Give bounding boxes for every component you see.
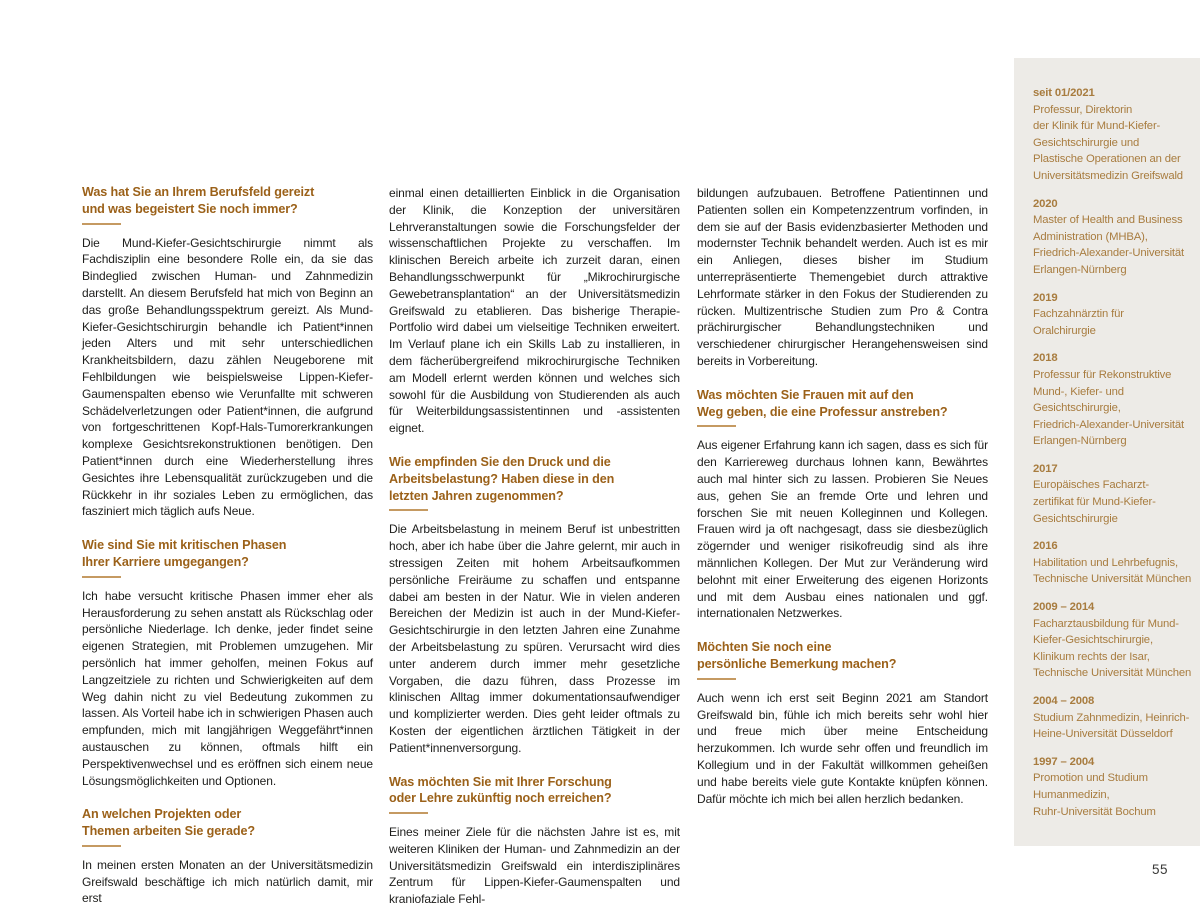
cv-entry xyxy=(1033,290,1192,340)
cv-entry xyxy=(1033,350,1192,450)
question-underline xyxy=(389,509,428,511)
interview-column-1 xyxy=(82,185,373,907)
interview-answer: Auch wenn ich erst seit Beginn 2021 am Standort Greifswald bin, fühle ich mich bereits sehr wohl hier und freue mich über meine Entscheidung herzukommen. Ich wurde sehr offen und freundlich im Kollegium und in der Fakultät willkommen geheißen und habe bereits viele gute Kontakte knüpfen können. Dafür möchte ich mich bei allen herzlich bedanken. xyxy=(697,690,988,806)
interview-question: Was hat Sie an Ihrem Berufsfeld gereizt und was begeistert Sie noch immer? xyxy=(82,185,315,216)
cv-entry xyxy=(1033,754,1192,820)
interview-question: Wie empfinden Sie den Druck und die Arbeitsbelastung? Haben diese in den letzten Jahren zugenommen? xyxy=(389,454,615,503)
interview-answer: Aus eigener Erfahrung kann ich sagen, dass es sich für den Karriereweg durchaus lohnen kann, Bewährtes auch mal hinter sich zu lassen. Probieren Sie Neues aus, gehen Sie an fremde Orte und lehren und forschen Sie mit neuen Kolleginnen und Kollegen. Frauen wird ja oft nachgesagt, dass sie diesbezüglich zögernder und weniger risikofreudig sind als ihre männlichen Kollegen. Der Mut zur Veränderung wird belohnt mit einer Erweiterung des eigenen Horizonts und mit dem Ausbau eines nationalen und ggf. internationalen Netzwerkes. xyxy=(697,438,988,621)
cv-entry-date: 2020 xyxy=(1033,197,1058,210)
interview-answer: Die Arbeitsbelastung in meinem Beruf ist unbestritten hoch, aber ich habe über die Jahre gelernt, mir auch in stressigen Zeiten mit hohem Arbeitsaufkommen persönliche Freiräume zu schaffen und entspanne dabei am besten in der Natur. Wie in vielen anderen Bereichen der Medizin ist auch in der Mund-Kiefer-Gesichtschirurgie in den letzten Jahren eine Zunahme der Arbeitsbelastung zu spüren. Verursacht wird dies unter anderem durch immer mehr gesetzliche Vorgaben, die dazu führen, dass Prozesse im klinischen Alltag immer dokumentationsaufwendiger und komplizierter werden. Dies geht leider oftmals zu Kosten der eigentlichen ärztlichen Tätigkeit in der Patient*innenversorgung. xyxy=(389,522,680,755)
cv-entry xyxy=(1033,599,1192,682)
cv-entry-text: Europäisches Facharzt- zertifikat für Mund-Kiefer- Gesichtschirurgie xyxy=(1033,479,1156,525)
question-underline xyxy=(697,678,736,680)
interview-column-2 xyxy=(389,185,680,908)
cv-entry-date: 2009 – 2014 xyxy=(1033,601,1095,614)
cv-entry-text: Master of Health and Business Administration (MHBA), Friedrich-Alexander-Universität Erlangen-Nürnberg xyxy=(1033,214,1185,276)
cv-entry-date: seit 01/2021 xyxy=(1033,87,1095,99)
cv-entry-date: 2019 xyxy=(1033,291,1058,304)
question-underline xyxy=(82,576,121,578)
cv-entry-text: Studium Zahnmedizin, Heinrich- Heine-Universität Düsseldorf xyxy=(1033,711,1190,741)
interview-answer: Eines meiner Ziele für die nächsten Jahre ist es, mit weiteren Kliniken der Human- und Zahnmedizin an der Universitätsmedizin Greifswald ein interdisziplinäres Zentrum für Lippen-Kiefer-Gaumenspalten und kraniofaziale Fehl- xyxy=(389,825,680,907)
interview-answer: bildungen aufzubauen. Betroffene Patientinnen und Patienten sollen ein Kompetenzzentrum vorfinden, in dem sie auf der Basis evidenzbasierter Methoden und modernster Technik behandelt werden. Auch ist es mir ein Anliegen, dieses bisher im Studium unterrepräsentierte Themengebiet durch attraktive Lehrformate stärker in den Fokus der Studierenden zu rücken. Multizentrische Studien zum Pro & Contra prächirurgischer Behandlungstechniken und verschiedener chirurgischer Herangehensweisen sind bereits in Vorbereitung. xyxy=(697,186,988,368)
cv-entry-date: 2018 xyxy=(1033,352,1058,365)
page-number: 55 xyxy=(1152,862,1169,877)
interview-question: Möchten Sie noch eine persönliche Bemerkung machen? xyxy=(697,640,897,671)
interview-answer: In meinen ersten Monaten an der Universitätsmedizin Greifswald beschäftige ich mich natürlich damit, mir erst xyxy=(82,857,373,906)
interview-column-3 xyxy=(697,185,988,807)
cv-entry-text: Facharztausbildung für Mund- Kiefer-Gesichtschirurgie, Klinikum rechts der Isar, Technische Universität München xyxy=(1033,617,1192,680)
cv-entry xyxy=(1033,461,1192,527)
interview-question: Was möchten Sie mit Ihrer Forschung oder Lehre zukünftig noch erreichen? xyxy=(389,774,612,806)
question-underline xyxy=(697,425,736,427)
cv-entry xyxy=(1033,196,1192,279)
interview-question: Was möchten Sie Frauen mit auf den Weg geben, die eine Professur anstreben? xyxy=(697,387,948,419)
cv-entry-text: Professur, Direktorin der Klinik für Mund-Kiefer- Gesichtschirurgie und Plastische Operationen an der Universitätsmedizin Greifswald xyxy=(1033,103,1183,182)
question-underline xyxy=(82,223,121,225)
interview-question: Wie sind Sie mit kritischen Phasen Ihrer Karriere umgegangen? xyxy=(82,538,287,569)
cv-entry-text: Promotion und Studium Humanmedizin, Ruhr-Universität Bochum xyxy=(1033,772,1156,818)
cv-entry xyxy=(1033,693,1192,743)
interview-answer: Ich habe versucht kritische Phasen immer eher als Herausforderung zu sehen anstatt als Rückschlag oder persönliche Niederlage. Ich denke, jeder findet seine eigenen Strategien, mit Problemen umzugehen. Mir persönlich hat immer geholfen, meinen Fokus auf Langzeitziele zu richten und Schwierigkeiten auf dem Weg dahin nicht zu viel Bedeutung zukommen zu lassen. Als Vorteil habe ich in schwierigen Phasen auch empfunden, mich mit langjährigen Weggefährt*innen austauschen zu können, oftmals hilft ein Perspektivenwechsel und es eröffnen sich einem neue Lösungsmöglichkeiten und Optionen. xyxy=(82,588,373,788)
interview-answer: einmal einen detaillierten Einblick in die Organisation der Klinik, die Konzeption der universitären Lehrveranstaltungen sowie die Forschungsfelder der wissenschaftlichen Projekte zu verschaffen. Im klinischen Bereich arbeite ich zurzeit daran, einen Behandlungsschwerpunkt für „Mikrochirurgische Gewebetransplantation“ an der Universitätsmedizin Greifswald zu etablieren. Das bisherige Therapie-Portfolio wird dabei um vielseitige Techniken erweitert. Im Verlauf plane ich ein Skills Lab zu installieren, in dem fächerübergreifend mikrochirurgische Techniken am Modell erlernt werden können und welches sich sowohl für die Ausbildung von Studierenden als auch für Weiterbildungsassistentinnen und -assistenten eignet. xyxy=(389,186,680,436)
interview-answer: Die Mund-Kiefer-Gesichtschirurgie nimmt als Fachdisziplin eine besondere Rolle ein, da sie das Bindeglied zwischen Human- und Zahnmedizin darstellt. An diesem Berufsfeld hat mich von Beginn an das große Behandlungsspektrum gereizt. Als Mund-Kiefer-Gesichtschirurgin behandle ich Patient*innen jeden Alters und mit sehr unterschiedlichen Krankheitsbildern, dazu zählen Neugeborene mit Fehlbildungen wie beispielsweise Lippen-Kiefer-Gaumenspalten ebenso wie Verunfallte mit schweren Schädelverletzungen oder Patient*innen, die aufgrund von fortgeschrittenen Kopf-Hals-Tumorerkrankungen komplexe Gesichtsrekonstruktionen benötigen. Den Patient*innen durch eine Wiederherstellung ihres Gesichtes ihre Lebensqualität zurückzugeben und die Rückkehr in ihr soziales Leben zu ermöglichen, das fasziniert mich täglich aufs Neue. xyxy=(82,235,373,519)
question-underline xyxy=(389,812,428,814)
cv-entry-text: Professur für Rekonstruktive Mund-, Kiefer- und Gesichtschirurgie, Friedrich-Alexander-Universität Erlangen-Nürnberg xyxy=(1033,368,1185,448)
interview-question: An welchen Projekten oder Themen arbeiten Sie gerade? xyxy=(82,807,255,839)
question-underline xyxy=(82,845,121,847)
cv-sidebar xyxy=(1014,58,1200,846)
cv-entry-date: 2016 xyxy=(1033,540,1058,553)
cv-entry-date: 2004 – 2008 xyxy=(1033,695,1095,707)
cv-entry-text: Fachzahnärztin für Oralchirurgie xyxy=(1033,308,1124,337)
cv-entry xyxy=(1033,538,1192,588)
cv-entry-date: 1997 – 2004 xyxy=(1033,755,1095,768)
cv-entry-text: Habilitation und Lehrbefugnis, Technische Universität München xyxy=(1033,556,1192,586)
cv-entry xyxy=(1033,85,1192,185)
cv-entry-date: 2017 xyxy=(1033,462,1058,475)
